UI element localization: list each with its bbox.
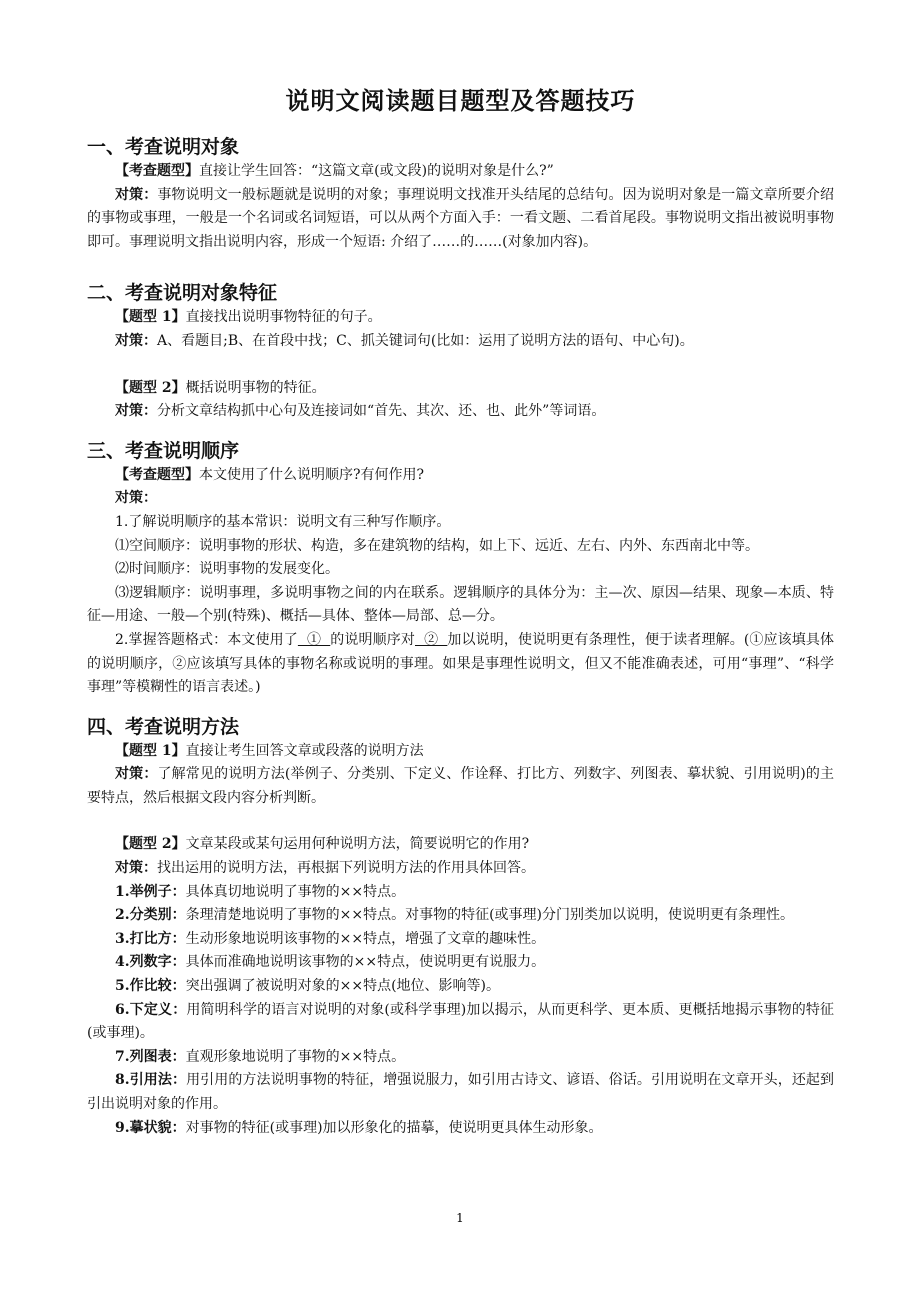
question-text: 直接让学生回答：“这篇文章(或文段)的说明对象是什么?” xyxy=(199,163,554,179)
method-text: 生动形象地说明该事物的××特点，增强了文章的趣味性。 xyxy=(185,930,546,947)
text: 2.掌握答题格式：本文使用了 xyxy=(115,631,298,648)
answer-format xyxy=(87,629,834,700)
paragraph: ⑶逻辑顺序：说明事理，多说明事物之间的内在联系。逻辑顺序的具体分为：主—次、原因—结果、现象—本质、特征—用途、一般—个别(特殊)、概括—具体、整体—局部、总—分。 xyxy=(87,584,834,625)
paragraph: ⑴空间顺序：说明事物的形状、构造，多在建筑物的结构，如上下、远近、左右、内外、东西南北中等。 xyxy=(115,537,759,554)
method-item xyxy=(87,904,834,928)
method-label: 7.列图表： xyxy=(115,1048,186,1065)
method-label: 4.列数字： xyxy=(115,954,186,971)
method-text: 突出强调了被说明对象的××特点(地位、影响等)。 xyxy=(185,978,501,995)
method-text: 用引用的方法说明事物的特征，增强说服力，如引用古诗文、谚语、俗话。引用说明在文章开头，还起到引出说明对象的作用。 xyxy=(87,1072,834,1112)
question-text: 概括说明事物的特征。 xyxy=(185,379,326,396)
method-text: 直观形象地说明了事物的××特点。 xyxy=(185,1048,406,1065)
strategy-text: 分析文章结构抓中心句及连接词如“首先、其次、还、也、此外”等词语。 xyxy=(157,403,606,420)
method-text: 用简明科学的语言对说明的对象(或科学事理)加以揭示，从而更科学、更本质、更概括地揭示事物的特征(或事理)。 xyxy=(87,1001,835,1042)
text: 加以说明，使说明更有条理性，便于读者理解。(①应该填具体的说明顺序，②应该填写具体的事物名称或说明的事理。如果是事理性说明文，但又不能准确表述，可用“事理”、“科学事理”等模糊性的语言表述。) xyxy=(87,631,834,696)
blank-1: ① xyxy=(297,631,331,648)
strategy-text: 事物说明文一般标题就是说明的对象；事理说明文找准开头结尾的总结句。因为说明对象是一篇文章所要介绍的事物或事理，一般是一个名词或名词短语，可以从两个方面入手：一看文题、二看首尾段。事物说明文指出被说明事物即可。事理说明文指出说明内容，形成一个短语: 介绍了……的……(对象加内容)。 xyxy=(87,186,835,250)
tag: 【题型 1】 xyxy=(115,742,186,759)
question-type-2 xyxy=(87,377,834,401)
strategy-label: 对策： xyxy=(115,860,157,877)
method-text: 具体真切地说明了事物的××特点。 xyxy=(185,883,406,900)
strategy-label: 对策： xyxy=(115,766,158,783)
method-text: 具体而准确地说明该事物的××特点，使说明更有说服力。 xyxy=(185,954,546,971)
strategy-text: A、看题目;B、在首段中找；C、抓关键词句(比如：运用了说明方法的语句、中心句)。 xyxy=(157,332,694,349)
section-heading-1: 一、考查说明对象 xyxy=(87,136,240,158)
question-text: 直接让考生回答文章或段落的说明方法 xyxy=(185,742,424,759)
tag: 【考查题型】 xyxy=(115,466,199,483)
method-label: 5.作比较： xyxy=(115,978,186,995)
question-text: 本文使用了什么说明顺序?有何作用? xyxy=(199,466,425,483)
method-item xyxy=(87,928,834,952)
question-type-1 xyxy=(87,740,834,764)
paragraph: 1.了解说明顺序的基本常识：说明文有三种写作顺序。 xyxy=(115,513,451,530)
method-item xyxy=(87,999,834,1046)
section-heading-4: 四、考查说明方法 xyxy=(87,715,240,738)
page-number: 1 xyxy=(456,1211,464,1225)
strategy xyxy=(87,184,834,255)
question-type xyxy=(87,464,834,488)
page-title: 说明文阅读题目题型及答题技巧 xyxy=(285,87,636,115)
strategy-1 xyxy=(87,763,834,810)
question-type-1 xyxy=(87,306,834,330)
strategy-2 xyxy=(87,857,834,881)
method-item xyxy=(87,1117,834,1141)
method-item xyxy=(87,1046,834,1070)
method-label: 9.摹状貌： xyxy=(115,1119,186,1136)
tag: 【题型 2】 xyxy=(115,379,186,396)
tag: 【考查题型】 xyxy=(115,163,199,179)
strategy-text: 找出运用的说明方法，再根据下列说明方法的作用具体回答。 xyxy=(157,860,535,877)
tag: 【题型 1】 xyxy=(115,309,186,326)
method-label: 2.分类别： xyxy=(115,907,186,924)
question-type xyxy=(87,160,834,184)
document-page xyxy=(87,84,834,1140)
strategy-label: 对策： xyxy=(115,186,158,203)
text: 的说明顺序对 xyxy=(330,631,415,648)
method-label: 8.引用法： xyxy=(115,1072,187,1089)
method-item xyxy=(87,975,834,999)
method-item xyxy=(87,951,834,975)
strategy-label: 对策： xyxy=(115,332,157,349)
blank-2: ② xyxy=(414,631,448,648)
method-text: 条理清楚地说明了事物的××特点。对事物的特征(或事理)分门别类加以说明，使说明更有条理性。 xyxy=(185,907,795,924)
section-heading-3: 三、考查说明顺序 xyxy=(87,439,240,462)
method-label: 3.打比方： xyxy=(115,930,186,947)
question-text: 文章某段或某句运用何种说明方法，简要说明它的作用? xyxy=(185,836,530,853)
strategy-label: 对策： xyxy=(115,403,157,420)
tag: 【题型 2】 xyxy=(115,836,186,853)
method-item xyxy=(87,1069,834,1116)
paragraph: ⑵时间顺序：说明事物的发展变化。 xyxy=(115,561,339,578)
method-text: 对事物的特征(或事理)加以形象化的描摹，使说明更具体生动形象。 xyxy=(185,1119,603,1136)
strategy-label: 对策： xyxy=(115,490,157,507)
method-item xyxy=(87,881,834,905)
method-label: 6.下定义： xyxy=(115,1001,187,1018)
method-label: 1.举例子： xyxy=(115,883,186,900)
section-heading-2: 二、考查说明对象特征 xyxy=(87,282,278,305)
question-text: 直接找出说明事物特征的句子。 xyxy=(185,309,382,326)
strategy-1 xyxy=(87,330,834,354)
strategy-label-line xyxy=(87,487,834,511)
question-type-2 xyxy=(87,833,834,857)
strategy-text: 了解常见的说明方法(举例子、分类别、下定义、作诠释、打比方、列数字、列图表、摹状貌、引用说明)的主要特点，然后根据文段内容分析判断。 xyxy=(87,766,835,806)
strategy-2 xyxy=(87,400,834,424)
